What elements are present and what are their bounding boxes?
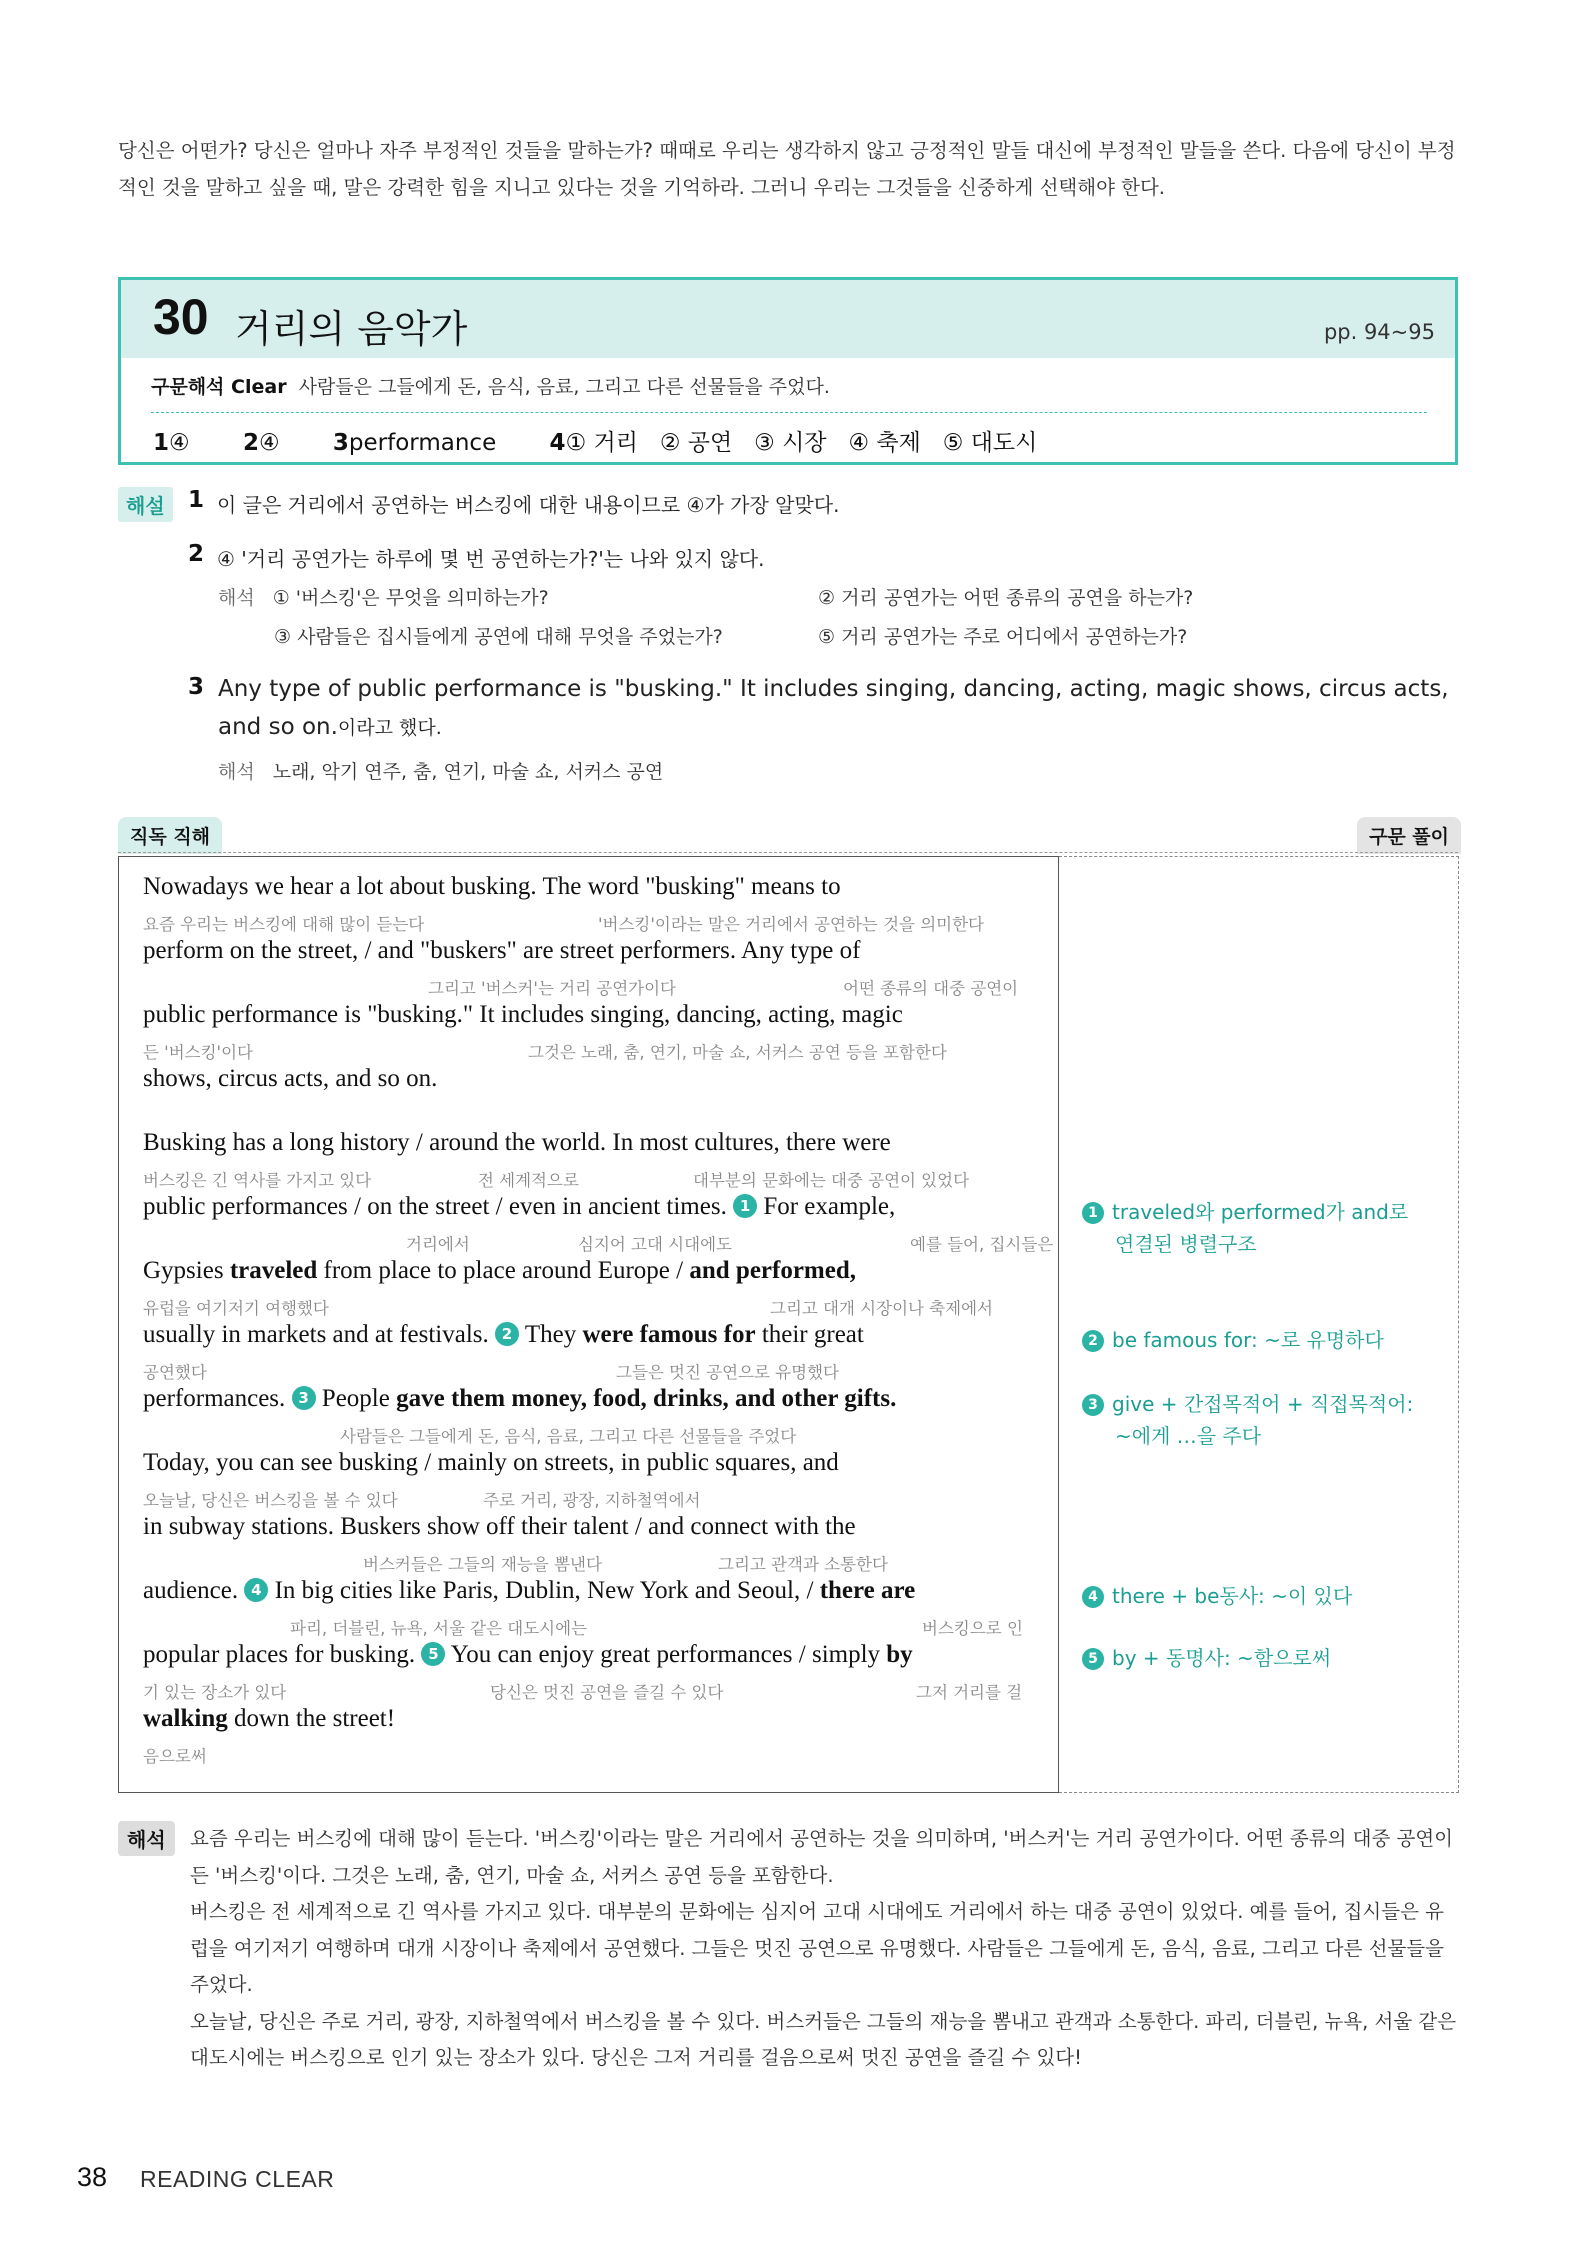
passage-text: They (524, 1321, 577, 1348)
answer-value: ④ (258, 430, 280, 456)
passage-text: In big cities like Paris, Dublin, New York and Seoul, / (274, 1577, 814, 1604)
passage-text: down the street! (234, 1705, 396, 1732)
note-text: there + be동사: ~이 있다 (1112, 1584, 1353, 1608)
passage-text: popular places for busking. (143, 1641, 416, 1668)
syntax-summary (151, 372, 830, 399)
passage-gloss: 그리고 대개 시장이나 축제에서 (770, 1299, 993, 1318)
passage-gloss: 거리에서 (406, 1235, 470, 1254)
passage-gloss: 사람들은 그들에게 돈, 음식, 음료, 그리고 다른 선물들을 주었다 (340, 1427, 797, 1446)
passage-gloss: 그리고 관객과 소통한다 (718, 1555, 888, 1574)
passage-gloss: 오늘날, 당신은 버스킹을 볼 수 있다 (143, 1491, 398, 1510)
question-3-line1: Any type of public performance is "busking." It includes singing, dancing, acting, magic shows, circus acts, (218, 676, 1449, 702)
passage-gloss: 주로 거리, 광장, 지하철역에서 (483, 1491, 701, 1510)
passage-gloss: 버스킹은 긴 역사를 가지고 있다 (143, 1171, 372, 1190)
passage-line (143, 1705, 395, 1733)
option-2: ② 거리 공연가는 어떤 종류의 공연을 하는가? (818, 587, 1194, 609)
passage-gloss: 공연했다 (143, 1363, 207, 1382)
passage-gloss: 든 '버스킹'이다 (143, 1043, 253, 1062)
answer-value: performance (348, 430, 497, 456)
question-3-translation (218, 757, 663, 784)
passage-text: usually in markets and at festivals. (143, 1321, 489, 1348)
answer-number: 1 (153, 430, 170, 456)
answer-number: 4 (549, 430, 566, 456)
passage-line (143, 1577, 915, 1605)
book-title: READING CLEAR (140, 2166, 335, 2192)
passage-gloss: 버스커들은 그들의 재능을 뽐낸다 (363, 1555, 602, 1574)
passage-line (143, 1193, 895, 1221)
passage-bold: by (886, 1641, 913, 1668)
passage-line: public performance is "busking." It includes singing, dancing, acting, magic (143, 1001, 903, 1028)
translation-tag: 해석 (118, 1821, 175, 1856)
marker-1: 1 (733, 1194, 757, 1218)
section-divider (118, 852, 1458, 853)
unit-header-box (118, 277, 1458, 465)
passage-gloss: 그것은 노래, 춤, 연기, 마술 쇼, 서커스 공연 등을 포함한다 (528, 1043, 947, 1062)
passage-gloss: 기 있는 장소가 있다 (143, 1683, 287, 1702)
question-number: 1 (188, 487, 205, 513)
passage-line (143, 1257, 856, 1285)
syntax-note-4 (1082, 1580, 1352, 1612)
note-text: by + 동명사: ~함으로써 (1112, 1646, 1332, 1670)
header-divider (151, 412, 1427, 413)
question-2-options-row1 (218, 583, 549, 610)
syntax-notes-tag: 구문 풀이 (1357, 817, 1461, 854)
passage-line: Nowadays we hear a lot about busking. The word "busking" means to (143, 873, 841, 900)
passage-text: audience. (143, 1577, 239, 1604)
syntax-summary-label: 구문해석 Clear (151, 376, 287, 398)
question-3-line2 (218, 708, 1508, 747)
note-text: be famous for: ~로 유명하다 (1112, 1328, 1384, 1352)
passage-text: People (321, 1385, 390, 1412)
unit-title: 거리의 음악가 (235, 307, 468, 351)
passage-text: their great (761, 1321, 864, 1348)
note-text: give + 간접목적어 + 직접목적어: (1112, 1392, 1414, 1416)
note-marker: 4 (1082, 1586, 1104, 1608)
passage-text: from place to place around Europe / (323, 1257, 684, 1284)
option-1: ① '버스킹'은 무엇을 의미하는가? (272, 587, 549, 609)
marker-2: 2 (495, 1322, 519, 1346)
question-number: 2 (188, 541, 205, 567)
passage-bold: walking (143, 1705, 228, 1732)
marker-4: 4 (244, 1578, 268, 1602)
passage-text: For example, (763, 1193, 896, 1220)
passage-line: Busking has a long history / around the world. In most cultures, there were (143, 1129, 891, 1156)
passage-line: in subway stations. Buskers show off their talent / and connect with the (143, 1513, 856, 1540)
passage-gloss: 예를 들어, 집시들은 (910, 1235, 1054, 1254)
answer-number: 3 (332, 430, 349, 456)
page-number: 38 (77, 2162, 108, 2192)
passage-text: Gypsies (143, 1257, 224, 1284)
passage-text: performances. (143, 1385, 286, 1412)
passage-gloss: 그저 거리를 걸 (916, 1683, 1023, 1702)
syntax-note-2 (1082, 1324, 1384, 1356)
direct-reading-tag: 직독 직해 (118, 817, 222, 854)
passage-gloss: 음으로써 (143, 1747, 207, 1766)
answer-number: 2 (242, 430, 259, 456)
passage-gloss: 대부분의 문화에는 대중 공연이 있었다 (693, 1171, 970, 1190)
note-marker: 2 (1082, 1330, 1104, 1352)
passage-line (143, 1385, 896, 1413)
unit-number: 30 (153, 289, 209, 345)
translation-paragraph: 버스킹은 전 세계적으로 긴 역사를 가지고 있다. 대부분의 문화에는 심지어 고대 시대에도 거리에서 하는 대중 공연이 있었다. 예를 들어, 집시들은 유럽을 여기저기 여행하며 대개 시장이나 축제에서 공연했다. 그들은 멋진 공연으로 유명했다. 사람들은 그들에게 돈, 음식, 음료, 그리고 다른 선물들을 주었다. (190, 1900, 1444, 1996)
passage-gloss: 심지어 고대 시대에도 (578, 1235, 732, 1254)
passage-gloss: 파리, 더블린, 뉴욕, 서울 같은 대도시에는 (290, 1619, 587, 1638)
passage-gloss: 요즘 우리는 버스킹에 대해 많이 듣는다 (143, 915, 425, 934)
passage-gloss: 그리고 '버스커'는 거리 공연가이다 (428, 979, 676, 998)
syntax-note-5 (1082, 1642, 1331, 1674)
syntax-note-3 (1082, 1388, 1413, 1452)
intro-paragraph: 당신은 어떤가? 당신은 얼마나 자주 부정적인 것들을 말하는가? 때때로 우리는 생각하지 않고 긍정적인 말들 대신에 부정적인 말들을 쓴다. 다음에 당신이 부정적인 것을 말하고 싶을 때, 말은 강력한 힘을 지니고 있다는 것을 기억하라. 그러니 우리는 그것들을 신중하게 선택해야 한다. (118, 139, 1456, 199)
question-3-explanation (218, 670, 1508, 747)
question-3-eng: and so on. (218, 714, 338, 740)
passage-gloss: 당신은 멋진 공연을 즐길 수 있다 (490, 1683, 724, 1702)
passage-bold: there are (819, 1577, 916, 1604)
answer-value: ① 거리 ② 공연 ③ 시장 ④ 축제 ⑤ 대도시 (565, 430, 1038, 456)
note-marker: 5 (1082, 1648, 1104, 1670)
passage-line: Today, you can see busking / mainly on streets, in public squares, and (143, 1449, 839, 1476)
translation-label: 해석 (218, 761, 255, 783)
passage-line: perform on the street, / and "buskers" are street performers. Any type of (143, 937, 861, 964)
syntax-summary-text: 사람들은 그들에게 돈, 음식, 음료, 그리고 다른 선물들을 주었다. (298, 376, 830, 398)
passage-line (143, 1321, 864, 1349)
passage-text: public performances / on the street / even in ancient times. (143, 1193, 727, 1220)
note-marker: 3 (1082, 1394, 1104, 1416)
question-1-explanation: 이 글은 거리에서 공연하는 버스킹에 대한 내용이므로 ④가 가장 알맞다. (217, 493, 840, 517)
translation-paragraph: 요즘 우리는 버스킹에 대해 많이 듣는다. '버스킹'이라는 말은 거리에서 공연하는 것을 의미하며, '버스커'는 거리 공연가이다. 어떤 종류의 대중 공연이든 '버스킹'이다. 그것은 노래, 춤, 연기, 마술 쇼, 서커스 공연 등을 포함한다. (190, 1827, 1453, 1887)
passage-line (143, 1641, 913, 1669)
answer-key (153, 424, 1037, 457)
question-3-translation-text: 노래, 악기 연주, 춤, 연기, 마술 쇼, 서커스 공연 (272, 761, 664, 783)
note-text: ~에게 …을 주다 (1115, 1424, 1262, 1448)
passage-gloss: '버스킹'이라는 말은 거리에서 공연하는 것을 의미한다 (598, 915, 984, 934)
question-3-ko: 이라고 했다. (337, 717, 442, 739)
unit-header-top (121, 280, 1455, 358)
syntax-note-1 (1082, 1196, 1408, 1260)
note-text: 연결된 병렬구조 (1115, 1232, 1257, 1256)
passage-text: You can enjoy great performances / simply (450, 1641, 881, 1668)
answer-value: ④ (169, 430, 190, 456)
passage-gloss: 어떤 종류의 대중 공연이 (843, 979, 1019, 998)
passage-bold: gave them money, food, drinks, and other gifts. (396, 1385, 897, 1412)
passage-gloss: 그들은 멋진 공연으로 유명했다 (616, 1363, 839, 1382)
explanation-tag: 해설 (118, 487, 173, 522)
note-marker: 1 (1082, 1202, 1104, 1224)
note-text: traveled와 performed가 and로 (1112, 1200, 1409, 1224)
passage-gloss: 유럽을 여기저기 여행했다 (143, 1299, 329, 1318)
full-translation (190, 1821, 1462, 2077)
option-3: ③ 사람들은 집시들에게 공연에 대해 무엇을 주었는가? (274, 626, 723, 648)
marker-3: 3 (292, 1386, 316, 1410)
passage-bold: traveled (229, 1257, 318, 1284)
passage-gloss: 버스킹으로 인 (922, 1619, 1023, 1638)
translation-paragraph: 오늘날, 당신은 주로 거리, 광장, 지하철역에서 버스킹을 볼 수 있다. 버스커들은 그들의 재능을 뽐내고 관객과 소통한다. 파리, 더블린, 뉴욕, 서울 같은 대도시에는 버스킹으로 인기 있는 장소가 있다. 당신은 그저 거리를 걸음으로써 멋진 공연을 즐길 수 있다! (190, 2009, 1457, 2069)
passage-bold: and performed, (689, 1257, 857, 1284)
question-number: 3 (188, 674, 205, 700)
option-5: ⑤ 거리 공연가는 주로 어디에서 공연하는가? (818, 626, 1188, 648)
passage-gloss: 전 세계적으로 (478, 1171, 579, 1190)
translation-label: 해석 (218, 587, 255, 609)
passage-line: shows, circus acts, and so on. (143, 1065, 438, 1092)
passage-bold: were famous for (582, 1321, 756, 1348)
question-2-explanation: ④ '거리 공연가는 하루에 몇 번 공연하는가?'는 나와 있지 않다. (217, 547, 765, 571)
marker-5: 5 (421, 1642, 445, 1666)
page-range: pp. 94~95 (1323, 320, 1435, 344)
